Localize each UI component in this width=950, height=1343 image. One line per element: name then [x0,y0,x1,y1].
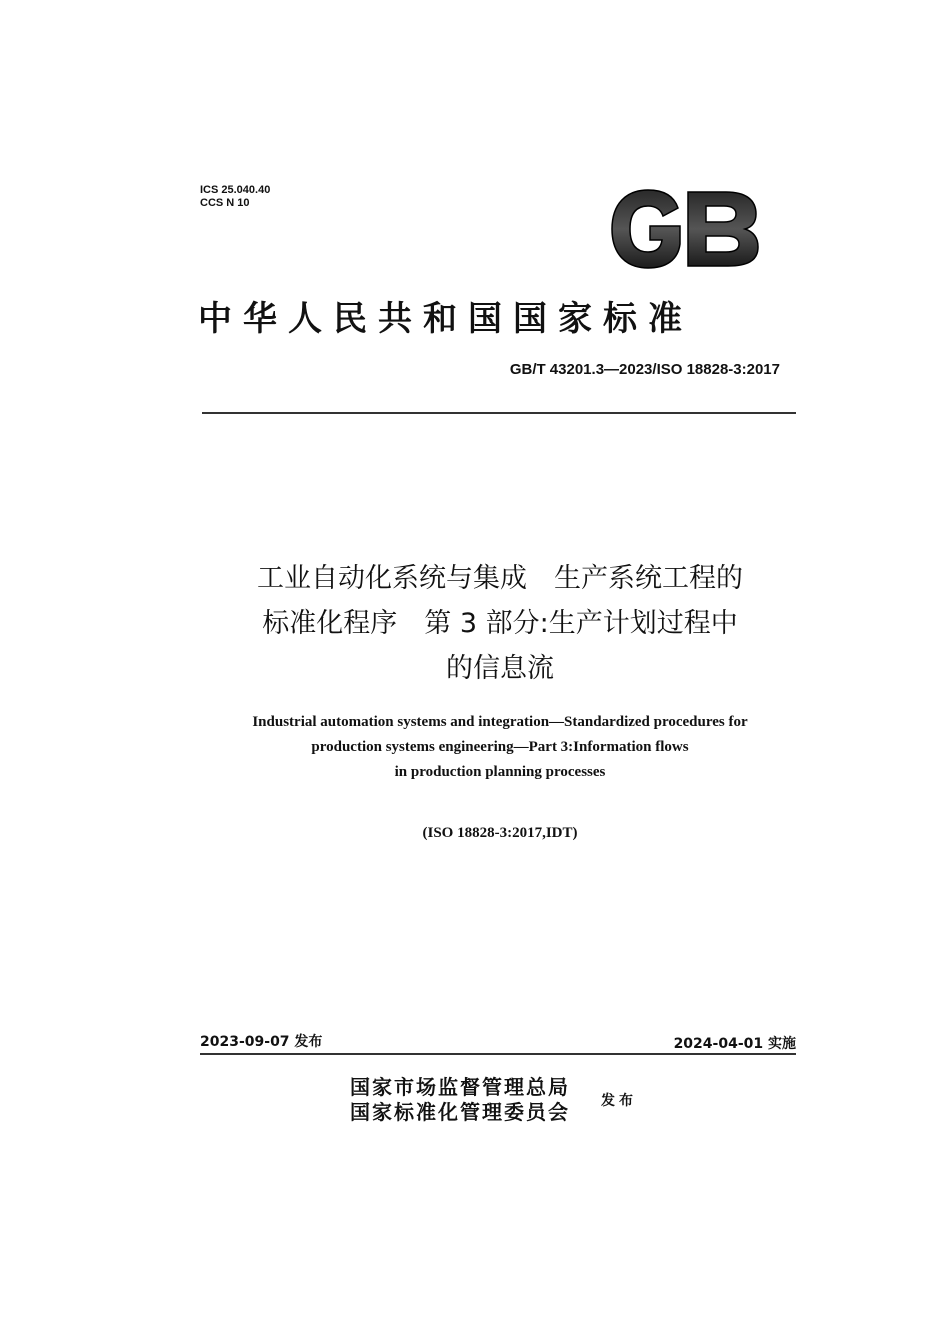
standard-number: GB/T 43201.3—2023/ISO 18828-3:2017 [509,361,780,378]
header-divider [202,412,796,414]
ics-code: ICS 25.040.40 [200,184,271,196]
classification-codes [200,184,270,210]
english-title-line: production systems engineering—Part 3:Information flows [311,739,689,755]
english-title-line: Industrial automation systems and integration—Standardized procedures for [252,714,748,730]
english-title-line: in production planning processes [394,764,606,780]
implementation-date: 2024-04-01 实施 [673,1036,796,1052]
issue-date: 2023-09-07 发布 [200,1034,323,1050]
national-standard-title: 中华人民共和国国家标准 [198,299,693,339]
chinese-title-line: 标准化程序 第 3 部分:生产计划过程中 [262,608,738,639]
publisher-name: 国家标准化管理委员会 [350,1100,570,1124]
english-title [120,710,880,785]
gb-logo [606,186,762,272]
ccs-code: CCS N 10 [200,197,250,209]
adoption-note: (ISO 18828-3:2017,IDT) [422,825,578,841]
chinese-title-line: 工业自动化系统与集成 生产系统工程的 [257,563,743,594]
publish-label: 发布 [601,1093,637,1109]
publishers [350,1075,570,1125]
chinese-title-line: 的信息流 [446,653,554,684]
footer-divider [200,1053,796,1055]
chinese-title [120,556,880,691]
publisher-name: 国家市场监督管理总局 [350,1075,570,1099]
